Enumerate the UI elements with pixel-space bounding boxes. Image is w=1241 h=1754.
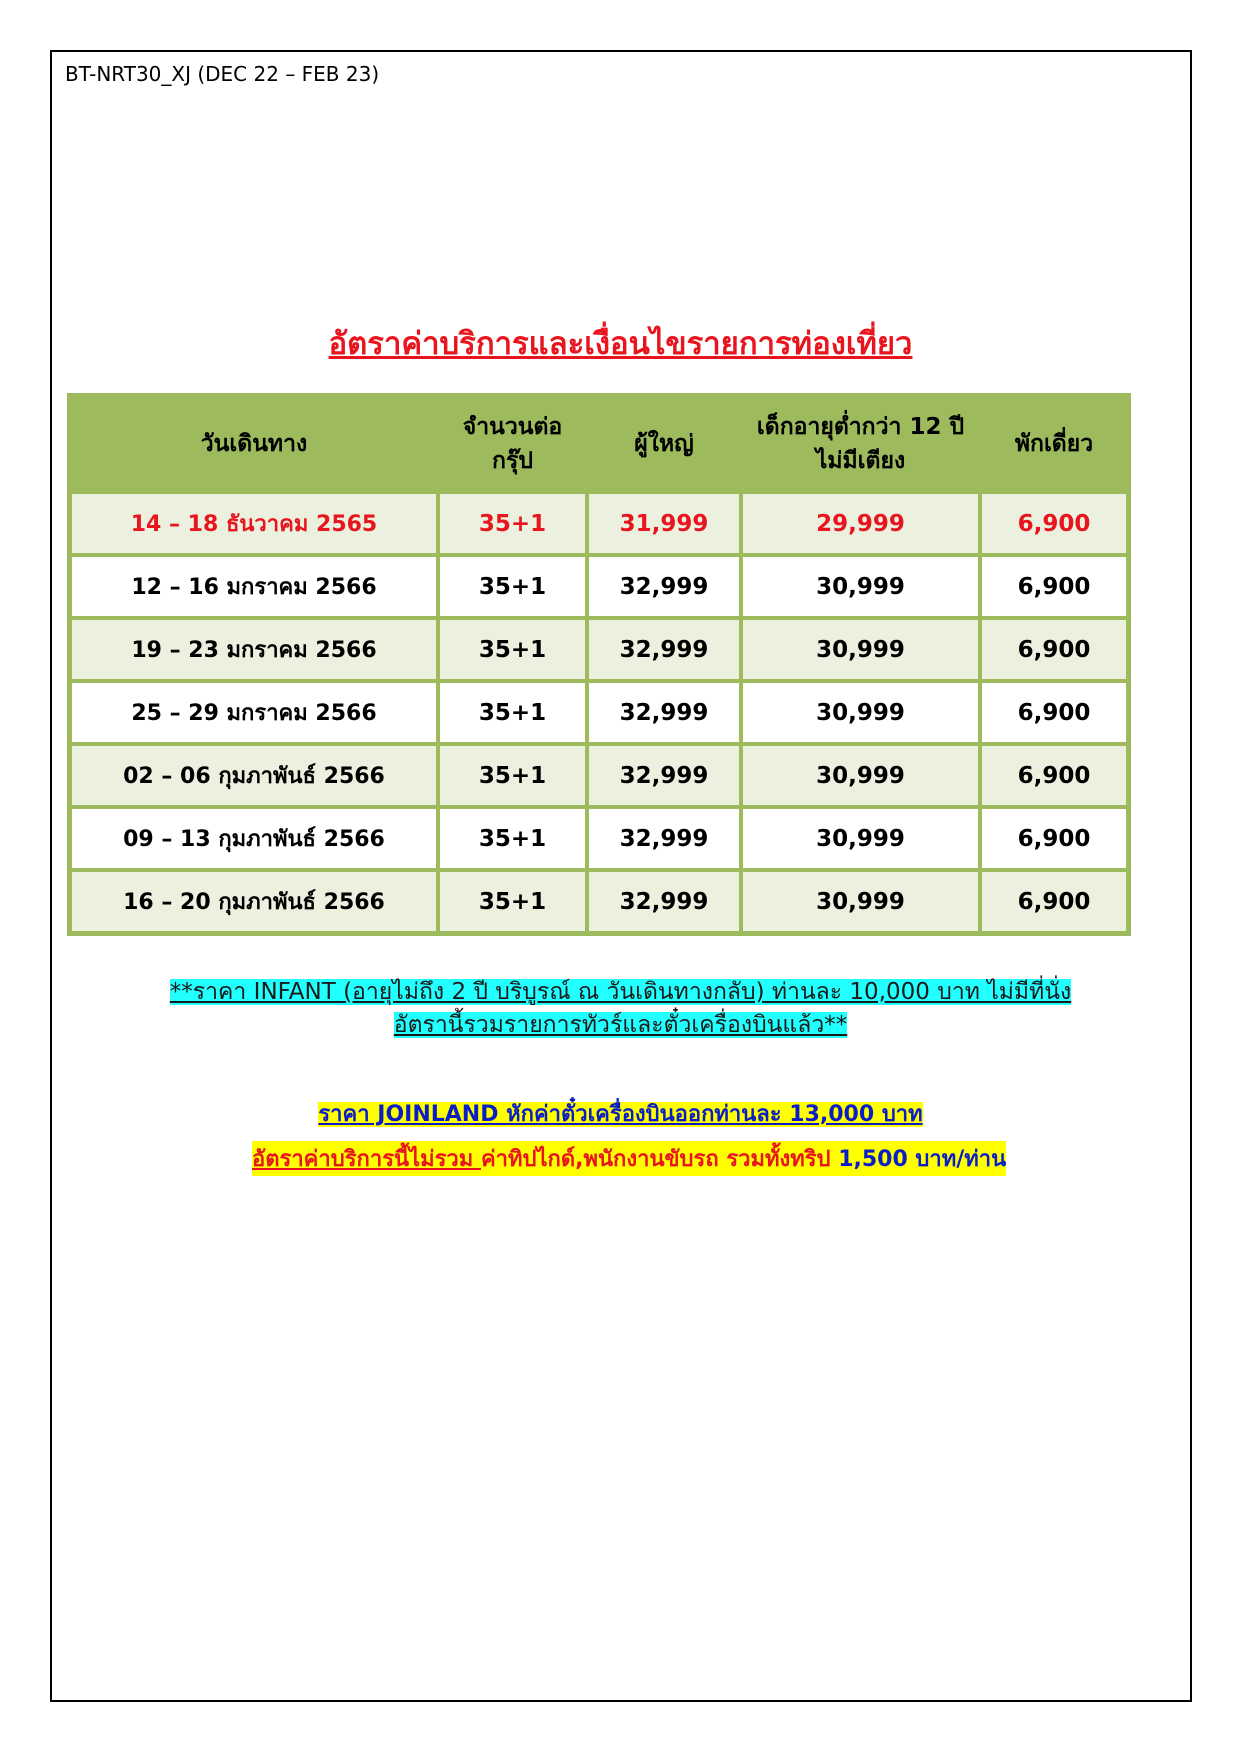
table-row [70, 618, 1128, 681]
cell-group: 35+1 [438, 807, 587, 870]
table-row [70, 870, 1128, 933]
cell-single: 6,900 [980, 870, 1128, 933]
cell-child: 29,999 [741, 492, 980, 555]
cell-child: 30,999 [741, 870, 980, 933]
header-single: พักเดี่ยว [980, 396, 1128, 492]
cell-single: 6,900 [980, 492, 1128, 555]
cell-single: 6,900 [980, 618, 1128, 681]
cell-child: 30,999 [741, 618, 980, 681]
exclusion-amount: 1,500 บาท/ท่าน [838, 1147, 1007, 1172]
table-row [70, 681, 1128, 744]
infant-note-line1: **ราคา INFANT (อายุไม่ถึง 2 ปี บริบูรณ์ ณ วันเดินทางกลับ) ท่านละ 10,000 บาท ไม่มีที่นั่ง [169, 979, 1072, 1005]
infant-note [0, 976, 1241, 1042]
cell-date: 25 – 29 มกราคม 2566 [70, 681, 438, 744]
cell-child: 30,999 [741, 744, 980, 807]
cell-single: 6,900 [980, 807, 1128, 870]
header-child: เด็กอายุต่ำกว่า 12 ปี ไม่มีเตียง [741, 396, 980, 492]
exclusion-detail: ค่าทิปไกด์,พนักงานขับรถ รวมทั้งทริป [480, 1147, 839, 1172]
cell-adult: 32,999 [587, 681, 741, 744]
joinland-text: ราคา JOINLAND หักค่าตั๋วเครื่องบินออกท่านละ 13,000 บาท [318, 1102, 923, 1127]
cell-date: 12 – 16 มกราคม 2566 [70, 555, 438, 618]
rates-table [67, 393, 1131, 936]
cell-single: 6,900 [980, 744, 1128, 807]
table-row [70, 555, 1128, 618]
header-date: วันเดินทาง [70, 396, 438, 492]
exclusion-label: อัตราค่าบริการนี้ไม่รวม [252, 1147, 481, 1172]
cell-date: 02 – 06 กุมภาพันธ์ 2566 [70, 744, 438, 807]
cell-adult: 32,999 [587, 744, 741, 807]
table-row [70, 492, 1128, 555]
cell-group: 35+1 [438, 744, 587, 807]
table-header-row [70, 396, 1128, 492]
cell-date: 16 – 20 กุมภาพันธ์ 2566 [70, 870, 438, 933]
table-row [70, 807, 1128, 870]
page-title: อัตราค่าบริการและเงื่อนไขรายการท่องเที่ยว [328, 326, 913, 362]
cell-adult: 32,999 [587, 807, 741, 870]
cell-date: 09 – 13 กุมภาพันธ์ 2566 [70, 807, 438, 870]
cell-child: 30,999 [741, 681, 980, 744]
cell-date: 14 – 18 ธันวาคม 2565 [70, 492, 438, 555]
cell-adult: 32,999 [587, 555, 741, 618]
header-adult: ผู้ใหญ่ [587, 396, 741, 492]
cell-group: 35+1 [438, 681, 587, 744]
cell-group: 35+1 [438, 555, 587, 618]
infant-note-line2: อัตรานี้รวมรายการทัวร์และตั๋วเครื่องบินแล้ว** [393, 1012, 848, 1038]
document-code: BT-NRT30_XJ (DEC 22 – FEB 23) [65, 62, 380, 86]
cell-group: 35+1 [438, 870, 587, 933]
cell-child: 30,999 [741, 555, 980, 618]
table-row [70, 744, 1128, 807]
cell-adult: 32,999 [587, 870, 741, 933]
exclusion-note [252, 1141, 1006, 1176]
cell-group: 35+1 [438, 618, 587, 681]
header-group-size: จำนวนต่อ กรุ๊ป [438, 396, 587, 492]
cell-group: 35+1 [438, 492, 587, 555]
joinland-note [0, 1096, 1241, 1131]
cell-adult: 31,999 [587, 492, 741, 555]
cell-single: 6,900 [980, 681, 1128, 744]
cell-single: 6,900 [980, 555, 1128, 618]
cell-adult: 32,999 [587, 618, 741, 681]
cell-child: 30,999 [741, 807, 980, 870]
cell-date: 19 – 23 มกราคม 2566 [70, 618, 438, 681]
